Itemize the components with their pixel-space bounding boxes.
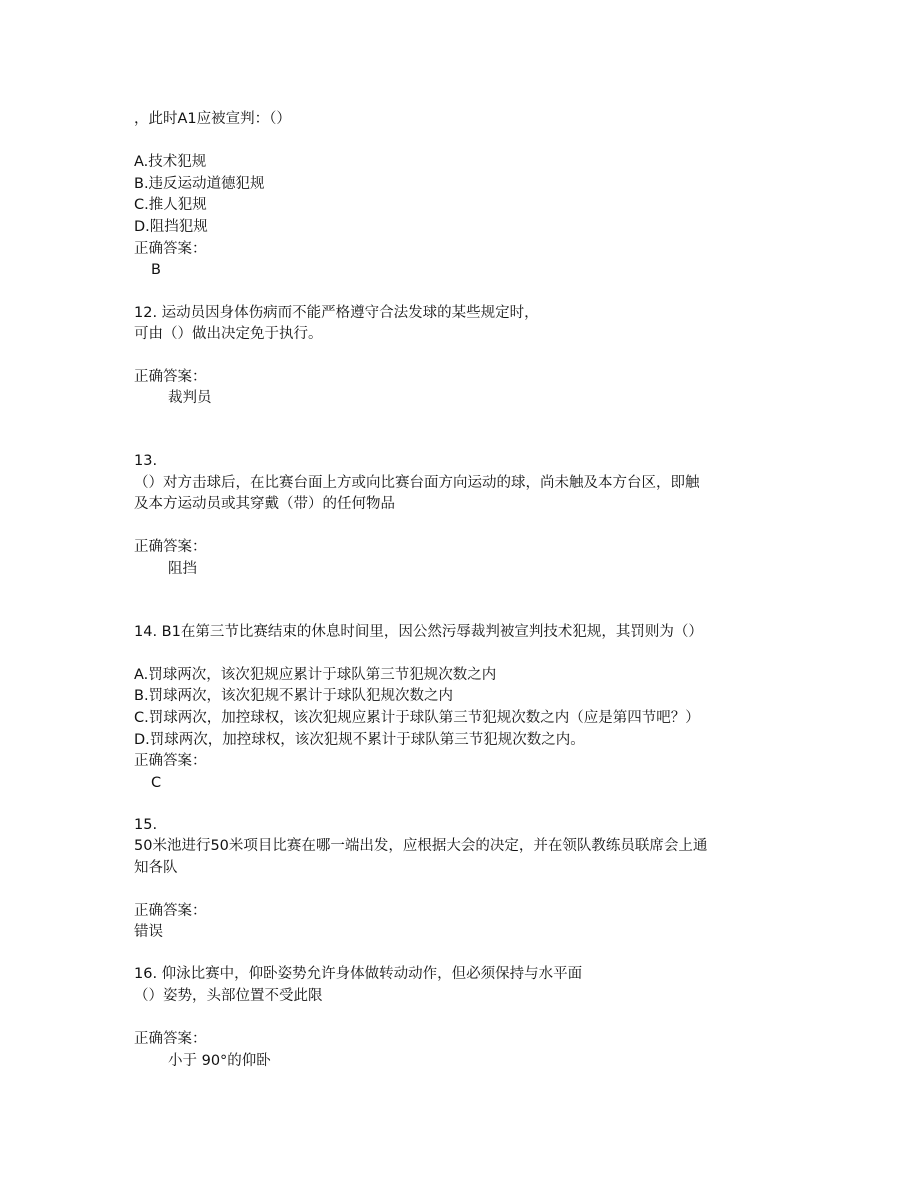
answer-label: 正确答案： xyxy=(134,241,207,257)
answer-label: 正确答案： xyxy=(134,1031,207,1047)
question-text: 及本方运动员或其穿戴（带）的任何物品 xyxy=(134,496,395,512)
option-b: B.罚球两次，该次犯规不累计于球队犯规次数之内 xyxy=(134,688,454,704)
question-text: 知各队 xyxy=(134,860,178,876)
question-text: （）姿势，头部位置不受此限 xyxy=(134,988,323,1004)
option-a: A.罚球两次，该次犯规应累计于球队第三节犯规次数之内 xyxy=(134,667,497,683)
question-text: ，此时A1应被宣判：（） xyxy=(134,111,291,127)
option-d: D.罚球两次，加控球权，该次犯规不累计于球队第三节犯规次数之内。 xyxy=(134,732,585,748)
option-c: C.推人犯规 xyxy=(134,197,207,213)
question-text: 50米池进行50米项目比赛在哪一端出发，应根据大会的决定，并在领队教练员联席会上通 xyxy=(134,838,708,854)
answer-value: B xyxy=(151,262,161,278)
question-text: 12. 运动员因身体伤病而不能严格遵守合法发球的某些规定时， xyxy=(134,305,539,321)
option-c: C.罚球两次，加控球权，该次犯规应累计于球队第三节犯规次数之内（应是第四节吧？） xyxy=(134,710,700,726)
option-a: A.技术犯规 xyxy=(134,154,207,170)
question-text: 可由（）做出决定免于执行。 xyxy=(134,326,323,342)
answer-label: 正确答案： xyxy=(134,903,207,919)
question-text: （）对方击球后，在比赛台面上方或向比赛台面方向运动的球，尚未触及本方台区，即触 xyxy=(134,475,700,491)
option-b: B.违反运动道德犯规 xyxy=(134,176,265,192)
answer-value: C xyxy=(151,775,162,791)
answer-label: 正确答案： xyxy=(134,539,207,555)
answer-value: 错误 xyxy=(134,924,163,940)
question-number: 13. xyxy=(134,453,158,469)
question-text: 16. 仰泳比赛中，仰卧姿势允许身体做转动动作，但必须保持与水平面 xyxy=(134,966,583,982)
answer-label: 正确答案： xyxy=(134,753,207,769)
answer-value: 裁判员 xyxy=(168,390,212,406)
answer-label: 正确答案： xyxy=(134,369,207,385)
question-number: 15. xyxy=(134,817,158,833)
answer-value: 小于 90°的仰卧 xyxy=(168,1053,271,1069)
answer-value: 阻挡 xyxy=(168,561,197,577)
option-d: D.阻挡犯规 xyxy=(134,219,208,235)
question-text: 14. B1在第三节比赛结束的休息时间里，因公然污辱裁判被宣判技术犯规，其罚则为（） xyxy=(134,624,703,640)
